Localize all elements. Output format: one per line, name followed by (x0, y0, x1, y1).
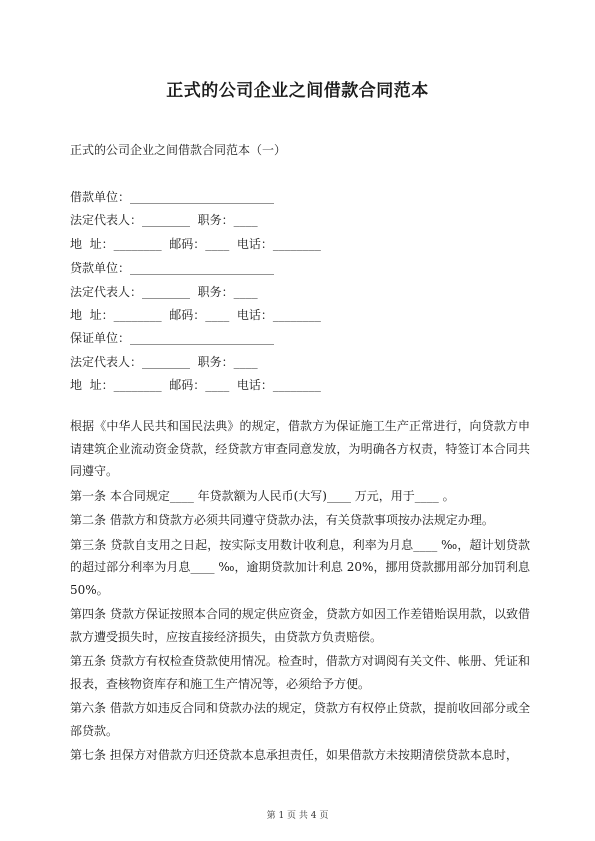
article-1: 第一条 本合同规定____ 年贷款额为人民币(大写)____ 万元，用于____ 。 (70, 488, 455, 503)
party-line-guarantor: 保证单位：________________________ (70, 331, 275, 345)
party-line-lender-address: 地 址：________ 邮码：____ 电话：________ (70, 308, 321, 322)
contract-body (70, 415, 530, 769)
article-7: 第七条 担保方对借款方归还贷款本息承担责任，如果借款方未按期清偿贷款本息时， (70, 748, 518, 762)
party-line-borrower-rep: 法定代表人：________ 职务：____ (70, 213, 258, 227)
article-5: 第五条 贷款方有权检查贷款使用情况。检查时，借款方对调阅有关文件、帐册、凭证和报表，查核物资库存和施工生产情况等，必须给予方便。 (70, 654, 530, 691)
preamble-paragraph: 根据《中华人民共和国民法典》的规定，借款方为保证施工生产正常进行，向贷款方申请建筑企业流动资金贷款，经贷款方审查同意发放，为明确各方权责，特签订本合同共同遵守。 (70, 419, 530, 478)
article-4: 第四条 贷款方保证按照本合同的规定供应资金，贷款方如因工作差错贻误用款，以致借款方遭受损失时，应按直接经济损失，由贷款方负责赔偿。 (70, 607, 530, 644)
party-line-borrower: 借款单位：________________________ (70, 190, 275, 204)
party-line-lender-rep: 法定代表人：________ 职务：____ (70, 285, 258, 299)
document-subtitle: 正式的公司企业之间借款合同范本（一） (70, 143, 287, 157)
party-line-guarantor-address: 地 址：________ 邮码：____ 电话：________ (70, 378, 321, 392)
party-line-borrower-address: 地 址：________ 邮码：____ 电话：________ (70, 237, 321, 251)
article-3: 第三条 贷款自支用之日起，按实际支用数计收利息，利率为月息____ ‰，超计划贷款的超过部分利率为月息____ ‰，逾期贷款加计利息 20%，挪用贷款挪用部分加罚利息 50%。 (70, 537, 530, 597)
article-6: 第六条 借款方如违反合同和贷款办法的规定，贷款方有权停止贷款，提前收回部分或全部贷款。 (70, 701, 530, 738)
document-title: 正式的公司企业之间借款合同范本 (166, 81, 429, 101)
party-line-guarantor-rep: 法定代表人：________ 职务：____ (70, 355, 258, 369)
page-number: 第 1 页 共 4 页 (266, 811, 329, 821)
article-2: 第二条 借款方和贷款方必须共同遵守贷款办法，有关贷款事项按办法规定办理。 (70, 513, 494, 527)
party-line-lender: 贷款单位：________________________ (70, 261, 275, 275)
